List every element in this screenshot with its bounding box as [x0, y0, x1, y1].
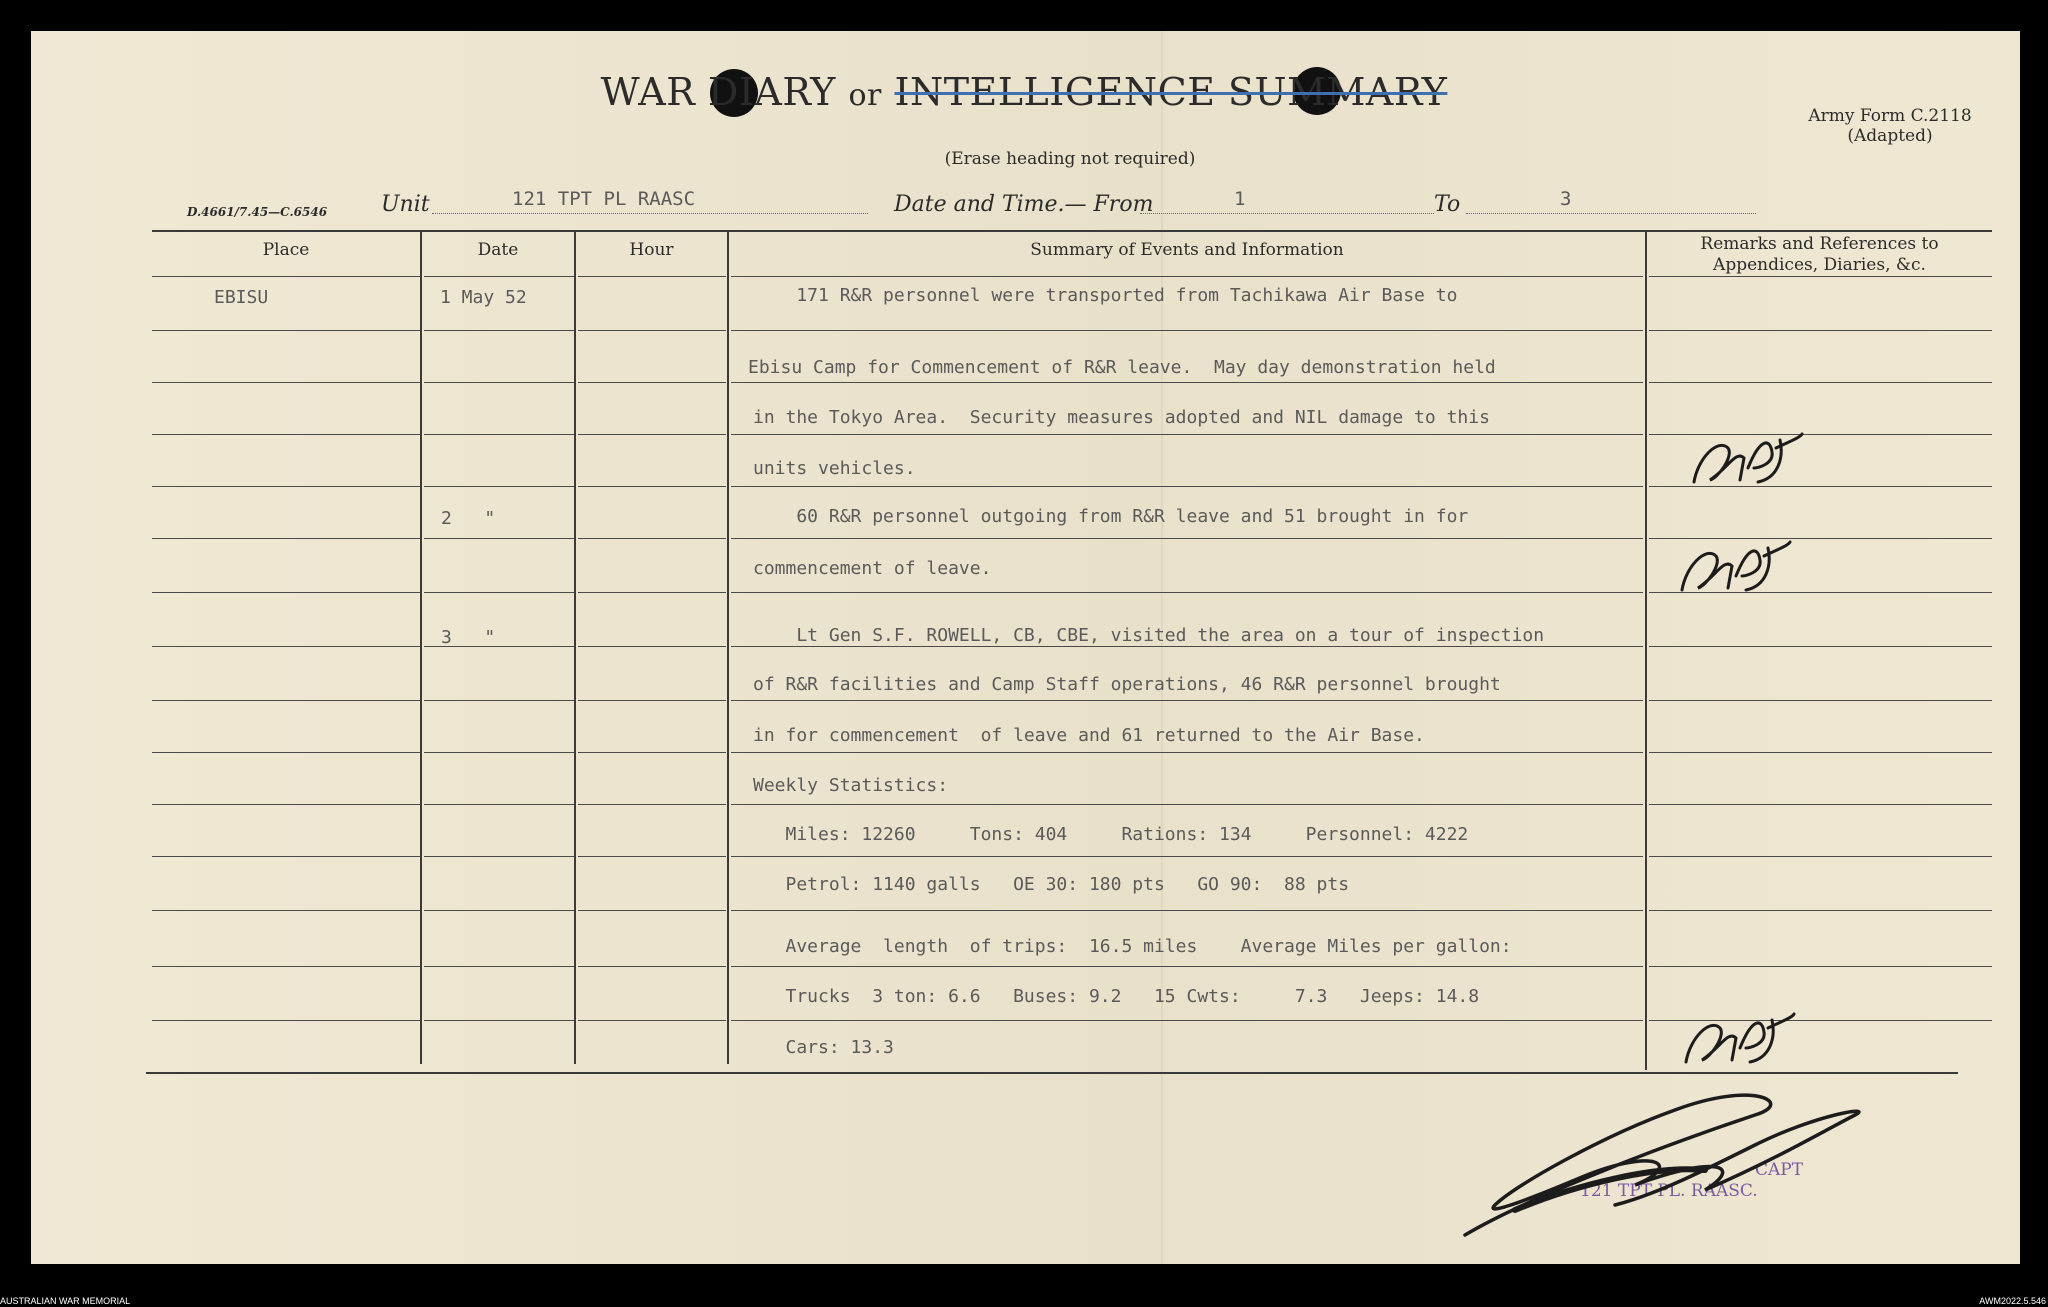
ruled-line: [152, 700, 420, 701]
date-entry-2: 2 ": [441, 508, 496, 529]
ruled-line: [152, 538, 420, 539]
army-form-number: Army Form C.2118: [1808, 106, 1972, 126]
title-struck-intelligence-summary: INTELLIGENCE SUMMARY: [894, 70, 1448, 114]
ruled-line: [424, 276, 574, 277]
ruled-line: [152, 966, 420, 967]
ruled-line: [1649, 910, 1992, 911]
summary-line: Ebisu Camp for Commencement of R&R leave. May day demonstration held: [748, 357, 1496, 378]
summary-line: of R&R facilities and Camp Staff operations, 46 R&R personnel brought: [753, 674, 1501, 695]
table-bottom-rule: [146, 1072, 1958, 1074]
ruled-line: [578, 538, 726, 539]
date-from-value: 1: [1234, 188, 1246, 210]
ruled-line: [731, 752, 1643, 753]
summary-line: Average length of trips: 16.5 miles Average Miles per gallon:: [753, 936, 1512, 957]
column-rule-date-hour: [574, 232, 576, 1064]
ruled-line: [1649, 276, 1992, 277]
signature-unit-stamp: 121 TPT PL. RAASC.: [1580, 1181, 1758, 1201]
ruled-line: [731, 700, 1643, 701]
from-fill-line: [1140, 212, 1434, 214]
handwritten-initials: [1688, 428, 1808, 488]
ruled-line: [578, 700, 726, 701]
ruled-line: [424, 330, 574, 331]
ruled-line: [578, 434, 726, 435]
column-header-date: Date: [477, 240, 519, 260]
paper-fold: [1161, 31, 1163, 1264]
unit-value: 121 TPT PL RAASC: [512, 188, 696, 210]
ruled-line: [424, 752, 574, 753]
army-form-adapted: (Adapted): [1847, 126, 1933, 146]
ruled-line: [578, 592, 726, 593]
date-to-value: 3: [1560, 188, 1572, 210]
ruled-line: [424, 804, 574, 805]
summary-line: Weekly Statistics:: [753, 775, 949, 796]
ruled-line: [424, 910, 574, 911]
summary-line: 60 R&R personnel outgoing from R&R leave and 51 brought in for: [753, 506, 1469, 527]
summary-line: Lt Gen S.F. ROWELL, CB, CBE, visited the area on a tour of inspection: [753, 625, 1545, 646]
ruled-line: [1649, 646, 1992, 647]
ruled-line: [152, 910, 420, 911]
ruled-line: [731, 330, 1643, 331]
ruled-line: [152, 1020, 420, 1021]
summary-line: 171 R&R personnel were transported from Tachikawa Air Base to: [753, 285, 1458, 306]
ruled-line: [152, 276, 420, 277]
ruled-line: [1649, 700, 1992, 701]
footer-accession: AWM2022.5.546: [1979, 1296, 2046, 1306]
ruled-line: [731, 592, 1643, 593]
ruled-line: [731, 646, 1643, 647]
ruled-line: [424, 966, 574, 967]
ruled-line: [152, 804, 420, 805]
unit-label: Unit: [381, 192, 430, 217]
summary-line: Trucks 3 ton: 6.6 Buses: 9.2 15 Cwts: 7.3 Jeeps: 14.8: [753, 986, 1480, 1007]
ruled-line: [152, 856, 420, 857]
date-entry-1-may-52: 1 May 52: [440, 287, 527, 308]
remarks-header-line2: Appendices, Diaries, &c.: [1713, 255, 1926, 275]
ruled-line: [1649, 752, 1992, 753]
column-rule-summary-remarks: [1645, 232, 1647, 1070]
ruled-line: [731, 382, 1643, 383]
ruled-line: [424, 1020, 574, 1021]
ruled-line: [578, 966, 726, 967]
handwritten-initials: [1680, 1008, 1800, 1068]
ruled-line: [731, 486, 1643, 487]
ruled-line: [578, 1020, 726, 1021]
summary-line: Miles: 12260 Tons: 404 Rations: 134 Personnel: 4222: [753, 824, 1469, 845]
handwritten-initials: [1676, 536, 1796, 596]
ruled-line: [578, 276, 726, 277]
ruled-line: [152, 434, 420, 435]
ruled-line: [152, 486, 420, 487]
column-header-remarks: [1647, 234, 1992, 276]
form-code: D.4661/7.45—C.6546: [187, 205, 328, 219]
ruled-line: [731, 1020, 1643, 1021]
column-rule-hour-summary: [727, 232, 729, 1064]
date-to-label: To: [1434, 192, 1461, 217]
ruled-line: [1649, 330, 1992, 331]
page-title: [0, 70, 2048, 114]
ruled-line: [152, 752, 420, 753]
ruled-line: [578, 856, 726, 857]
date-entry-3: 3 ": [441, 627, 496, 648]
ruled-line: [1649, 966, 1992, 967]
ruled-line: [152, 330, 420, 331]
ruled-line: [424, 382, 574, 383]
ruled-line: [731, 538, 1643, 539]
ruled-line: [578, 910, 726, 911]
ruled-line: [731, 434, 1643, 435]
summary-line: Petrol: 1140 galls OE 30: 180 pts GO 90: 88 pts: [753, 874, 1350, 895]
summary-line: units vehicles.: [753, 458, 916, 479]
to-fill-line: [1466, 212, 1756, 214]
column-header-hour: Hour: [629, 240, 674, 260]
column-header-summary: Summary of Events and Information: [1030, 240, 1344, 260]
signature-rank: CAPT: [1755, 1160, 1804, 1180]
ruled-line: [731, 804, 1643, 805]
summary-line: in the Tokyo Area. Security measures adopted and NIL damage to this: [753, 407, 1490, 428]
summary-line: commencement of leave.: [753, 558, 992, 579]
date-time-from-label: Date and Time.— From: [894, 192, 1154, 217]
title-or: or: [848, 78, 882, 113]
ruled-line: [578, 646, 726, 647]
ruled-line: [152, 592, 420, 593]
ruled-line: [424, 700, 574, 701]
ruled-line: [424, 434, 574, 435]
signature: [1455, 1085, 1865, 1245]
ruled-line: [424, 486, 574, 487]
ruled-line: [424, 592, 574, 593]
ruled-line: [578, 804, 726, 805]
army-form-label: [1790, 106, 1990, 146]
column-rule-place-date: [420, 232, 422, 1064]
place-entry-ebisu: EBISU: [214, 287, 269, 308]
title-war-diary: WAR DIARY: [600, 70, 836, 114]
unit-fill-line: [432, 212, 868, 214]
column-header-place: Place: [262, 240, 310, 260]
ruled-line: [1649, 382, 1992, 383]
ruled-line: [578, 330, 726, 331]
ruled-line: [424, 856, 574, 857]
ruled-line: [731, 856, 1643, 857]
ruled-line: [424, 538, 574, 539]
ruled-line: [152, 646, 420, 647]
footer-source: AUSTRALIAN WAR MEMORIAL: [0, 1296, 131, 1306]
ruled-line: [731, 966, 1643, 967]
ruled-line: [731, 910, 1643, 911]
ruled-line: [578, 382, 726, 383]
ruled-line: [1649, 804, 1992, 805]
summary-line: Cars: 13.3: [753, 1037, 894, 1058]
ruled-line: [1649, 856, 1992, 857]
erase-note: (Erase heading not required): [944, 149, 1196, 169]
table-top-rule: [152, 230, 1992, 232]
summary-line: in for commencement of leave and 61 returned to the Air Base.: [753, 725, 1425, 746]
ruled-line: [578, 752, 726, 753]
ruled-line: [731, 276, 1643, 277]
remarks-header-line1: Remarks and References to: [1700, 234, 1939, 254]
ruled-line: [578, 486, 726, 487]
ruled-line: [152, 382, 420, 383]
